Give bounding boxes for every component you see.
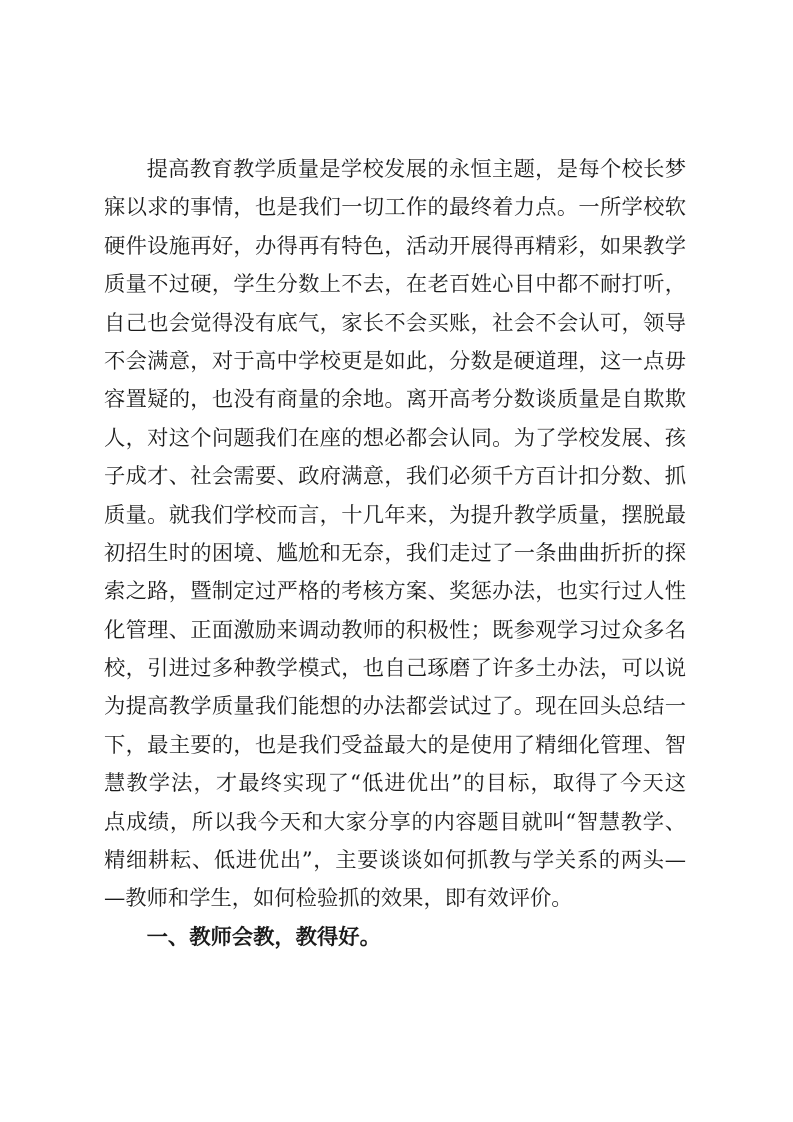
paragraph-line: 质量。就我们学校而言，十几年来，为提升教学质量，摆脱最 [104,502,686,528]
paragraph-line: 慧教学法，才最终实现了“低进优出”的目标，取得了今天这 [104,771,686,797]
paragraph-line: —教师和学生，如何检验抓的效果，即有效评价。 [104,886,573,912]
paragraph-line: 校，引进过多种教学模式，也自己琢磨了许多土办法，可以说 [104,656,686,682]
paragraph-line: 质量不过硬，学生分数上不去，在老百姓心目中都不耐打听， [104,272,686,298]
paragraph-line: 提高教育教学质量是学校发展的永恒主题，是每个校长梦 [146,157,686,182]
body-paragraph [104,151,686,919]
paragraph-line: 索之路，暨制定过严格的考核方案、奖惩办法，也实行过人性 [104,579,686,605]
paragraph-line: 为提高教学质量我们能想的办法都尝试过了。现在回头总结一 [104,694,686,720]
paragraph-line: 初招生时的困境、尴尬和无奈，我们走过了一条曲曲折折的探 [104,540,686,566]
paragraph-line: 自己也会觉得没有底气，家长不会买账，社会不会认可，领导 [104,310,686,336]
section-heading: 一、教师会教，教得好。 [146,924,381,950]
paragraph-line: 寐以求的事情，也是我们一切工作的最终着力点。一所学校软 [104,195,686,221]
paragraph-line: 精细耕耘、低进优出”，主要谈谈如何抓教与学关系的两头— [104,848,686,874]
paragraph-line: 点成绩，所以我今天和大家分享的内容题目就叫“智慧教学、 [104,809,686,835]
paragraph-line: 人，对这个问题我们在座的想必都会认同。为了学校发展、孩 [104,425,686,451]
paragraph-line: 硬件设施再好，办得再有特色，活动开展得再精彩，如果教学 [104,233,686,259]
paragraph-line: 容置疑的，也没有商量的余地。离开高考分数谈质量是自欺欺 [104,387,686,413]
paragraph-line: 子成才、社会需要、政府满意，我们必须千方百计扣分数、抓 [104,464,686,490]
paragraph-line: 下，最主要的，也是我们受益最大的是使用了精细化管理、智 [104,732,686,758]
document-body [104,151,686,957]
paragraph-line: 不会满意，对于高中学校更是如此，分数是硬道理，这一点毋 [104,348,686,374]
paragraph-line: 化管理、正面激励来调动教师的积极性；既参观学习过众多名 [104,617,686,643]
